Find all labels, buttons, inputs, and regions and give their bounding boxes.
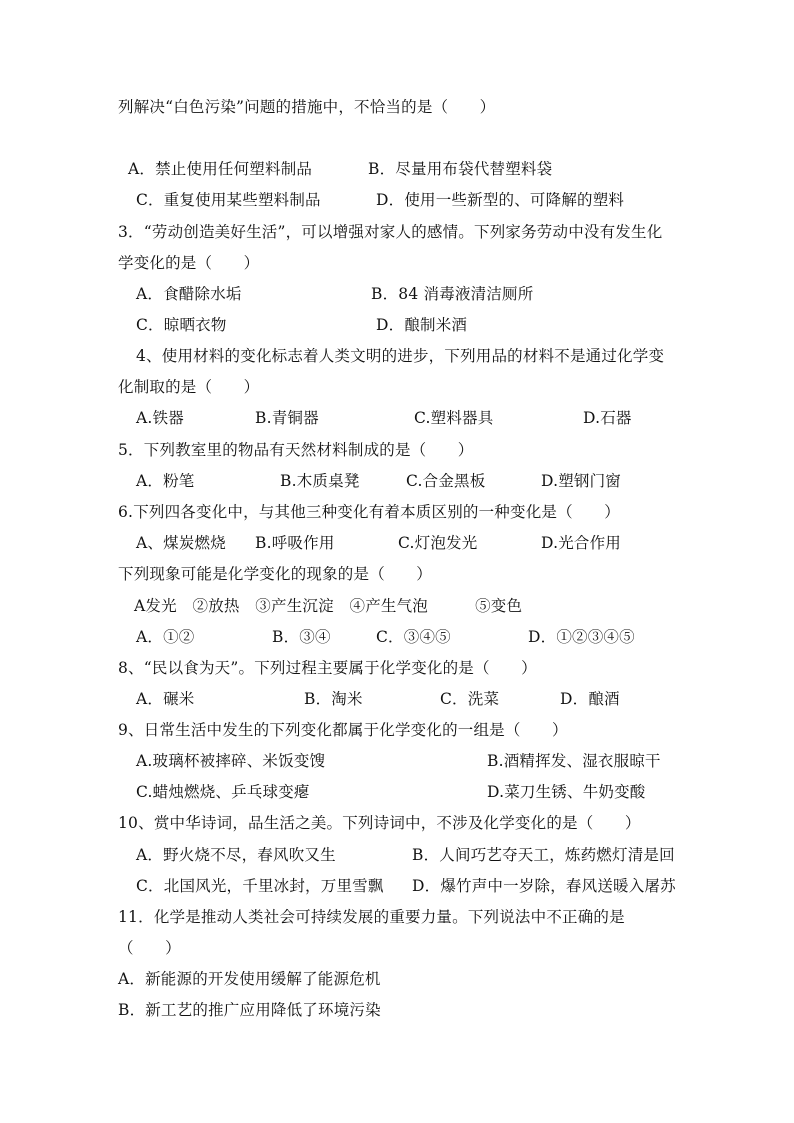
q7-option-d: D．①②③④⑤ bbox=[528, 628, 635, 646]
q7-phenomena: A发光 ②放热 ③产生沉淀 ④产生气泡 ⑤变色 bbox=[134, 597, 523, 615]
q9-option-d: D.菜刀生锈、牛奶变酸 bbox=[487, 783, 646, 801]
q3-option-d: D．酿制米酒 bbox=[376, 316, 468, 334]
q5-option-d: D.塑钢门窗 bbox=[541, 472, 622, 490]
q10-stem: 10、赏中华诗词，品生活之美。下列诗词中，不涉及化学变化的是（ ） bbox=[118, 814, 641, 832]
q6-option-a: A、煤炭燃烧 bbox=[136, 534, 226, 552]
q8-option-a: A．碾米 bbox=[136, 690, 195, 708]
q3-option-c: C．晾晒衣物 bbox=[136, 316, 227, 334]
q10-option-c: C．北国风光，千里冰封，万里雪飘 bbox=[136, 877, 384, 895]
q10-option-d: D．爆竹声中一岁除，春风送暖入屠苏 bbox=[412, 877, 676, 895]
q7-stem: 下列现象可能是化学变化的现象的是（ ） bbox=[118, 565, 433, 583]
q7-option-b: B．③④ bbox=[272, 628, 331, 646]
q3-option-a: A．食醋除水垢 bbox=[136, 285, 242, 303]
q10-option-b: B．人间巧艺夺天工，炼药燃灯清是回 bbox=[412, 846, 675, 864]
q9-option-a: A.玻璃杯被摔碎、米饭变馊 bbox=[136, 752, 326, 770]
q10-option-a: A．野火烧不尽，春风吹又生 bbox=[136, 846, 336, 864]
q4-stem-line1: 4、使用材料的变化标志着人类文明的进步，下列用品的材料不是通过化学变 bbox=[136, 347, 665, 365]
q4-stem-line2: 化制取的是（ ） bbox=[118, 378, 260, 396]
q7-option-c: C．③④⑤ bbox=[376, 628, 451, 646]
q2-option-c: C．重复使用某些塑料制品 bbox=[136, 191, 321, 209]
q8-option-c: C．洗菜 bbox=[440, 690, 500, 708]
q6-option-c: C.灯泡发光 bbox=[398, 534, 478, 552]
q8-option-d: D．酿酒 bbox=[560, 690, 620, 708]
q9-stem: 9、日常生活中发生的下列变化都属于化学变化的一组是（ ） bbox=[118, 721, 568, 739]
q5-option-a: A．粉笔 bbox=[136, 472, 195, 490]
q3-stem-line2: 学变化的是（ ） bbox=[118, 254, 260, 272]
q2-option-b: B．尽量用布袋代替塑料袋 bbox=[368, 160, 553, 178]
q5-stem: 5．下列教室里的物品有天然材料制成的是（ ） bbox=[118, 441, 474, 459]
q4-option-d: D.石器 bbox=[583, 409, 632, 427]
q3-option-b: B．84 消毒液清洁厕所 bbox=[371, 285, 534, 303]
q5-option-c: C.合金黑板 bbox=[406, 472, 486, 490]
q2-option-a: A．禁止使用任何塑料制品 bbox=[128, 160, 313, 178]
q11-option-b: B．新工艺的推广应用降低了环境污染 bbox=[118, 1001, 381, 1019]
q6-option-b: B.呼吸作用 bbox=[255, 534, 335, 552]
q8-option-b: B．淘米 bbox=[304, 690, 363, 708]
q9-option-c: C.蜡烛燃烧、乒乓球变瘪 bbox=[136, 783, 310, 801]
q8-stem: 8、“民以食为天”。下列过程主要属于化学变化的是（ ） bbox=[118, 659, 537, 677]
q6-stem: 6.下列四各变化中，与其他三种变化有着本质区别的一种变化是（ ） bbox=[118, 503, 620, 521]
q11-option-a: A．新能源的开发使用缓解了能源危机 bbox=[118, 970, 381, 988]
q11-stem-line1: 11．化学是推动人类社会可持续发展的重要力量。下列说法中不正确的是 bbox=[118, 908, 625, 926]
q11-stem-line2: （ ） bbox=[118, 939, 181, 957]
q4-option-c: C.塑料器具 bbox=[414, 409, 494, 427]
q5-option-b: B.木质桌凳 bbox=[280, 472, 360, 490]
q4-option-a: A.铁器 bbox=[136, 409, 184, 427]
q2-stem: 列解决“白色污染”问题的措施中，不恰当的是（ ） bbox=[118, 98, 496, 116]
q2-option-d: D．使用一些新型的、可降解的塑料 bbox=[376, 191, 625, 209]
q4-option-b: B.青铜器 bbox=[255, 409, 319, 427]
q7-option-a: A．①② bbox=[136, 628, 195, 646]
q6-option-d: D.光合作用 bbox=[541, 534, 622, 552]
q9-option-b: B.酒精挥发、湿衣服晾干 bbox=[487, 752, 661, 770]
q3-stem-line1: 3．“劳动创造美好生活”，可以增强对家人的感情。下列家务劳动中没有发生化 bbox=[118, 223, 663, 241]
